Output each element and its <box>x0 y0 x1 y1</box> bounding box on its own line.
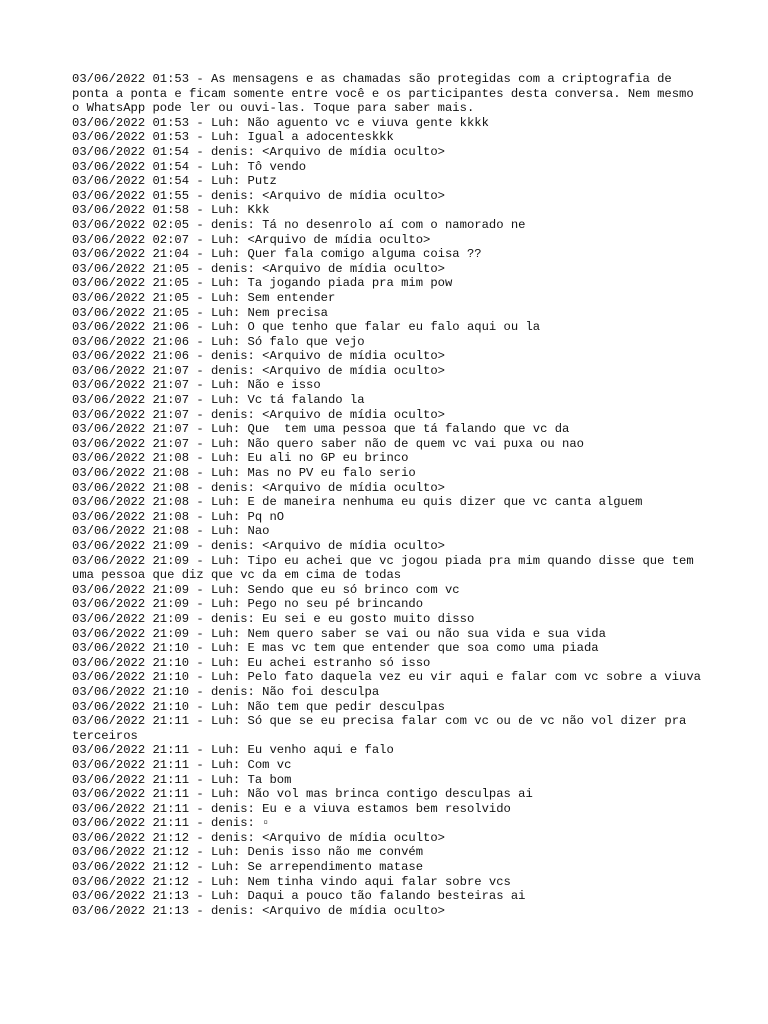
chat-message-line: 03/06/2022 21:05 - denis: <Arquivo de mídia oculto> <box>72 261 445 276</box>
chat-message-line: 03/06/2022 01:55 - denis: <Arquivo de mídia oculto> <box>72 188 445 203</box>
chat-message-line: 03/06/2022 01:58 - Luh: Kkk <box>72 203 270 218</box>
chat-message-line: 03/06/2022 21:12 - Luh: Nem tinha vindo aqui falar sobre vcs <box>72 874 511 889</box>
chat-message-line: 03/06/2022 21:05 - Luh: Nem precisa <box>72 305 328 320</box>
chat-message-line: 03/06/2022 21:06 - Luh: O que tenho que falar eu falo aqui ou la <box>72 320 541 335</box>
chat-log <box>72 72 702 918</box>
chat-message-line: 03/06/2022 21:06 - Luh: Só falo que vejo <box>72 334 365 349</box>
chat-message-line: 03/06/2022 21:11 - denis: Eu e a viuva estamos bem resolvido <box>72 801 511 816</box>
chat-message-line: 03/06/2022 21:07 - Luh: Não quero saber não de quem vc vai puxa ou nao <box>72 436 584 451</box>
chat-message-line: 03/06/2022 21:12 - denis: <Arquivo de mídia oculto> <box>72 830 445 845</box>
chat-message-line: 03/06/2022 21:08 - Luh: Mas no PV eu falo serio <box>72 466 416 481</box>
chat-message-line: 03/06/2022 21:13 - denis: <Arquivo de mídia oculto> <box>72 903 445 918</box>
chat-message-line: 03/06/2022 21:13 - Luh: Daqui a pouco tão falando besteiras ai <box>72 889 526 904</box>
chat-message-line: 03/06/2022 21:11 - Luh: Só que se eu precisa falar com vc ou de vc não vol dizer pra terceiros <box>72 714 694 743</box>
chat-message-line: 03/06/2022 21:09 - denis: <Arquivo de mídia oculto> <box>72 539 445 553</box>
chat-message-line: 03/06/2022 21:07 - Luh: Não e isso <box>72 378 321 393</box>
chat-message-line: 03/06/2022 01:54 - denis: <Arquivo de mídia oculto> <box>72 144 445 159</box>
chat-message-line: 03/06/2022 21:07 - denis: <Arquivo de mídia oculto> <box>72 363 445 378</box>
chat-message-line: 03/06/2022 21:08 - Luh: Pq nO <box>72 509 285 524</box>
chat-message-line: 03/06/2022 21:11 - Luh: Eu venho aqui e falo <box>72 743 394 758</box>
chat-message-line: 03/06/2022 21:08 - denis: <Arquivo de mídia oculto> <box>72 480 445 495</box>
chat-message-line: 03/06/2022 21:11 - Luh: Não vol mas brinca contigo desculpas ai <box>72 787 533 802</box>
chat-message-line: 03/06/2022 21:11 - denis: ▫ <box>72 816 270 831</box>
chat-message-line: 03/06/2022 21:05 - Luh: Ta jogando piada pra mim pow <box>72 276 453 291</box>
chat-message-line: 03/06/2022 21:04 - Luh: Quer fala comigo alguma coisa ?? <box>72 247 482 262</box>
chat-message-line: 03/06/2022 21:07 - denis: <Arquivo de mídia oculto> <box>72 407 445 422</box>
chat-message-line: 03/06/2022 01:53 - Luh: Igual a adocenteskkk <box>72 130 394 145</box>
chat-message-line: 03/06/2022 21:10 - Luh: Pelo fato daquela vez eu vir aqui e falar com vc sobre a viuva <box>72 670 701 685</box>
chat-message-line: 03/06/2022 21:10 - Luh: Não tem que pedir desculpas <box>72 699 445 714</box>
chat-message-line: 03/06/2022 21:09 - denis: Eu sei e eu gosto muito disso <box>72 611 475 626</box>
chat-message-line: 03/06/2022 21:12 - Luh: Denis isso não me convém <box>72 845 424 860</box>
chat-message-line: 03/06/2022 21:09 - Luh: Pego no seu pé brincando <box>72 597 424 612</box>
chat-message-line: 03/06/2022 21:05 - Luh: Sem entender <box>72 290 336 305</box>
chat-message-line: 03/06/2022 01:54 - Luh: Tô vendo <box>72 159 307 174</box>
chat-message-line: 03/06/2022 21:09 - Luh: Nem quero saber se vai ou não sua vida e sua vida <box>72 626 606 641</box>
chat-message-line: 03/06/2022 02:07 - Luh: <Arquivo de mídia oculto> <box>72 232 431 247</box>
chat-message-line: 03/06/2022 21:10 - Luh: E mas vc tem que entender que soa como uma piada <box>72 641 599 656</box>
chat-message-line: 03/06/2022 21:11 - Luh: Ta bom <box>72 772 292 787</box>
chat-message-line: 03/06/2022 21:06 - denis: <Arquivo de mídia oculto> <box>72 349 445 364</box>
chat-message-line: 03/06/2022 02:05 - denis: Tá no desenrolo aí com o namorado ne <box>72 217 526 232</box>
chat-message-line: 03/06/2022 21:08 - Luh: E de maneira nenhuma eu quis dizer que vc canta alguem <box>72 495 643 510</box>
chat-message-line: 03/06/2022 21:07 - Luh: Que tem uma pessoa que tá falando que vc da <box>72 422 570 437</box>
chat-message-line: 03/06/2022 21:09 - Luh: Tipo eu achei que vc jogou piada pra mim quando disse que tem uma pessoa que diz que vc da em cima de todas <box>72 553 701 583</box>
chat-message-line: 03/06/2022 01:53 - Luh: Não aguento vc e viuva gente kkkk <box>72 115 489 130</box>
chat-message-line: 03/06/2022 21:07 - Luh: Vc tá falando la <box>72 393 365 408</box>
chat-message-line: 03/06/2022 21:12 - Luh: Se arrependimento matase <box>72 860 424 875</box>
chat-message-line: 03/06/2022 21:09 - Luh: Sendo que eu só brinco com vc <box>72 582 460 597</box>
chat-message-line: 03/06/2022 01:54 - Luh: Putz <box>72 174 277 189</box>
chat-message-line: 03/06/2022 21:10 - denis: Não foi desculpa <box>72 684 380 699</box>
chat-message-line: 03/06/2022 21:11 - Luh: Com vc <box>72 757 292 772</box>
encryption-notice-line: 03/06/2022 01:53 - As mensagens e as chamadas são protegidas com a criptografia de ponta a ponta e ficam somente entre você e os participantes desta conversa. Nem mesmo o WhatsApp pode ler ou ouvi-las. Toque para saber mais. <box>72 72 701 116</box>
chat-message-line: 03/06/2022 21:08 - Luh: Nao <box>72 524 270 539</box>
chat-message-line: 03/06/2022 21:08 - Luh: Eu ali no GP eu brinco <box>72 451 409 466</box>
chat-message-line: 03/06/2022 21:10 - Luh: Eu achei estranho só isso <box>72 655 431 670</box>
